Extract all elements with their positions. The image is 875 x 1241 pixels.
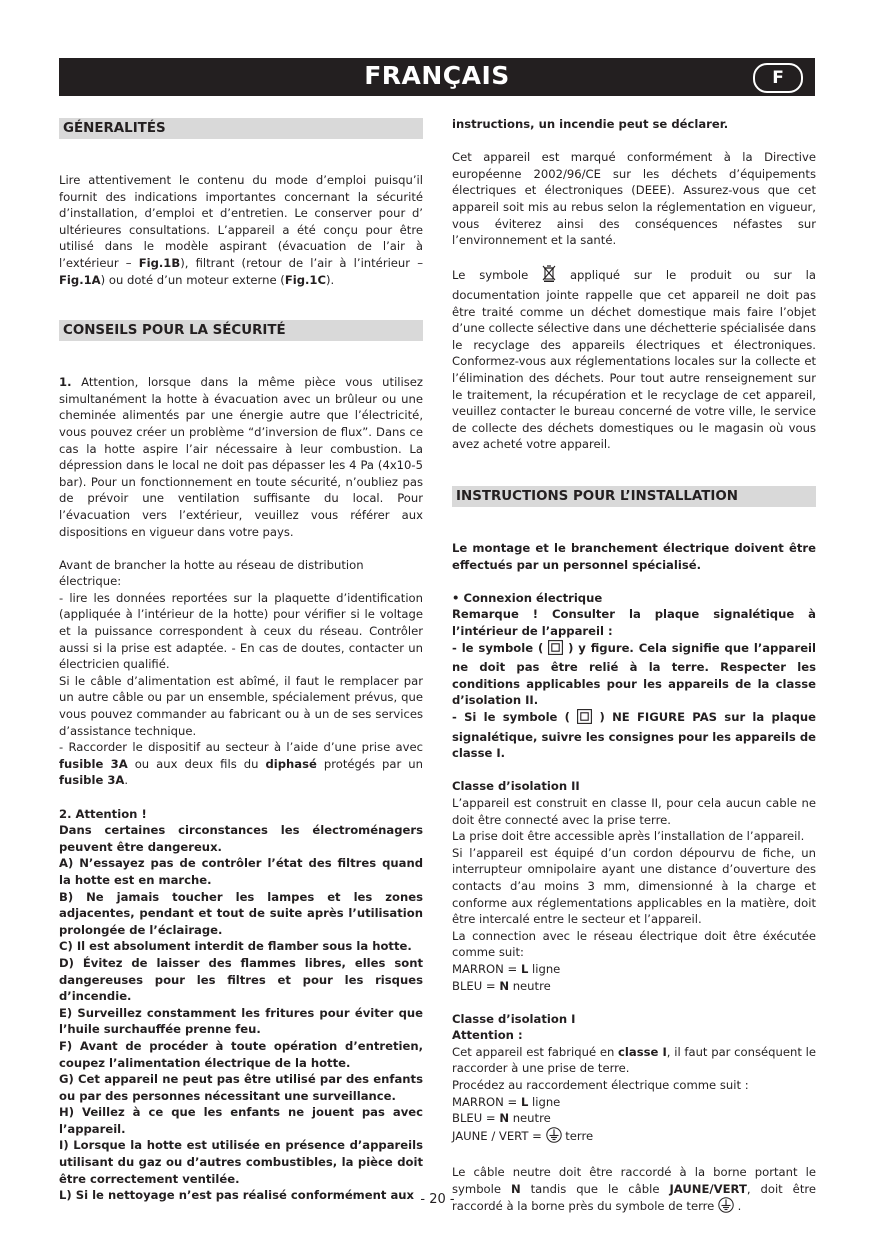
deee-paragraph: Cet appareil est marqué conformément à la Directive européenne 2002/96/CE sur les déchets d’équipements électriques et électroniques (DEEE). Assurez-vous que cet appareil soit mis au rebus selon la réglementation en vigueur, vous éviterez ainsi des conséquences néfastes sur l’environnement et la santé. [452,150,816,248]
text: fusible 3A [59,773,125,788]
class2-title: Classe d’isolation II [452,779,580,794]
text: Cet appareil est fabriqué en [452,1044,619,1059]
heading-generalites: GÉNERALITÉS [59,118,423,139]
page-title: FRANÇAIS [364,61,510,90]
text: appliqué sur le produit ou sur la documentation jointe rappelle que cet appareil ne doit pas être traité comme un déchet domestique mais faire l’objet d’une collecte sélective dans une déchetterie spécialisée dans le recyclage des appareils électriques et électroniques. Conformez-vous aux réglementations locales sur la collecte et l’élimination des déchets. Pour tout autre renseignement sur le traitement, la récupération et le recyclage de cet appareil, veuillez contacter le bureau concerné de votre ville, le service de collecte des déchets domestiques ou le magasin où vous avez acheté votre appareil. [452,268,816,452]
class1-jaune [452,1127,816,1148]
safety-paragraph-3: - lire les données reportées sur la plaquette d’identification (appliquée à l’intérieur de la hotte) pour vérifier si le voltage et la puissance correspondent à ceux du réseau. Contrôler aussi si la prise est adaptée. - En cas de doutes, contacter un électricien qualifié. [59,590,423,672]
text: - Raccorder le dispositif au secteur à l’aide d’une prise avec [59,740,423,755]
text: classe I [618,1044,667,1059]
class2-bleu [452,978,816,995]
warning-c: C) Il est absolument interdit de flamber sous la hotte. [59,939,412,954]
text: MARRON = [452,1094,521,1109]
warning-i: I) Lorsque la hotte est utilisée en présence d’appareils utilisant du gaz ou d’autres combustibles, la pièce doit être correctement ventilée. [59,1138,423,1186]
text: . [734,1199,742,1214]
fig-ref: Fig.1A [59,272,101,287]
language-banner [59,58,815,96]
text: , doit être raccordé à la borne près du symbole de terre [452,1181,817,1214]
class2-p1: L’appareil est construit en classe II, pour cela aucun cable ne doit être connecté avec la prise terre. [452,795,816,827]
class1-p2: Procédez au raccordement électrique comme suit : [452,1078,749,1093]
text: N [510,1181,521,1196]
text: neutre [509,978,551,993]
warning-title: 2. Attention ! [59,806,147,821]
text: ligne [528,1094,561,1109]
warning-g: G) Cet appareil ne peut pas être utilisé par des enfants ou par des personnes nécessitant une surveillance. [59,1072,423,1103]
warning-d: D) Évitez de laisser des flammes libres, elles sont dangereuses pour les filtres et pour les risques d’incendie. [59,955,423,1004]
heading-installation: INSTRUCTIONS POUR L’INSTALLATION [452,486,816,507]
left-column [59,118,423,1204]
warning-f: F) Avant de procéder à toute opération d’entretien, coupez l’alimentation électrique de la hotte. [59,1038,423,1070]
safety-paragraph-4: Si le câble d’alimentation est abîmé, il faut le remplacer par un autre câble ou par un ensemble, spécialement prévus, que vous pouvez commander au fabricant ou à un de ses services d’assistance technique. [59,673,423,738]
text: fusible 3A [59,756,128,771]
symbol-class2-present [452,640,816,709]
text: Le symbole [452,268,543,283]
class2-p2: La prise doit être accessible après l’installation de l’appareil. [452,829,805,844]
text: ) y figure. Cela signifie que l’appareil ne doit pas être relié à la terre. Respecter les conditions applicables pour les appareils de la classe d’isolation II. [452,640,817,708]
class1-bleu [452,1110,816,1127]
warning-b: B) Ne jamais toucher les lampes et les zones adjacentes, pendant et tout de suite après l’utilisation prolongée de l’éclairage. [59,889,423,937]
text: Attention, lorsque dans la même pièce vous utilisez simultanément la hotte à évacuation avec un brûleur ou une cheminée alimentés par une énergie autre que l’électricité, vous pouvez créer un problème “d’inversion de flux”. Dans ce cas la hotte aspire l’air nécessaire à leur combustion. La dépression dans le local ne doit pas dépasser les 4 Pa (4x10-5 bar). Pour un fonctionnement en toute sécurité, n’oubliez pas de prévoir une ventilation suffisante du local. Pour l’évacuation vers l’extérieur, veuillez vous référer aux dispositions en vigueur dans votre pays. [59,375,423,539]
text: - Si le symbole ( [452,710,578,724]
text: neutre [509,1111,551,1126]
text: JAUNE/VERT [669,1181,747,1196]
text: ), filtrant (retour de l’air à l’intérieur – [180,255,423,270]
text: Le câble neutre doit être raccordé à la borne portant le symbole [452,1165,816,1196]
text: tandis que le câble [520,1181,670,1196]
warning-a: A) N’essayez pas de contrôler l’état des filtres quand la hotte est en marche. [59,856,423,887]
crossed-bin-icon [542,265,556,287]
safety-paragraph-5 [59,739,423,789]
text: , il faut par conséquent le raccorder à une prise de terre. [452,1044,816,1076]
text: Lire attentivement le contenu du mode d’emploi puisqu’il fournit des indications importantes concernant la sécurité d’installation, d’emploi et d’entretien. Le conserver pour d’ ultérieures consultations. L’appareil a été conçu pour être utilisé dans le modèle aspirant (évacuation de l’air à l’extérieur – [59,173,423,270]
text: BLEU = [452,978,500,993]
class1-marron [452,1094,816,1111]
text: - le symbole ( [452,640,549,655]
text: N [499,978,510,993]
class1-title: Classe d’isolation I [452,1011,576,1026]
fig-ref: Fig.1C [284,272,326,287]
double-insulation-icon [577,709,592,729]
class1-p1 [452,1044,816,1077]
text: . [124,773,129,788]
earth-ground-icon [546,1127,562,1148]
language-badge: F [753,63,803,93]
safety-paragraph-2: Avant de brancher la hotte au réseau de distribution électrique: [59,557,364,589]
right-column [452,116,816,1218]
item-number: 1. [59,375,72,390]
text: ). [326,272,335,287]
heading-securite: CONSEILS POUR LA SÉCURITÉ [59,320,423,341]
symbol-paragraph [452,265,816,453]
double-insulation-icon [548,640,563,660]
general-paragraph [59,172,423,288]
remark: Remarque ! Consulter la plaque signalétique à l’intérieur de l’appareil : [452,607,816,639]
class2-p3: Si l’appareil est équipé d’un cordon dépourvu de fiche, un interrupteur omnipolaire ayant une distance d’ouverture des contacts d’au moins 3 mm, dimensionné à la charge et conforme aux réglementations applicables en la matière, doit être intercalé entre le secteur et l’appareil. [452,845,816,927]
text: ou aux deux fils du [127,756,266,771]
text: ) NE FIGURE PAS sur la plaque signalétique, suivre les consignes pour les appareils de classe I. [452,710,817,761]
page-number: - 20 - [420,1192,455,1207]
connection-title: • Connexion électrique [452,590,603,605]
symbol-class2-absent [452,709,816,762]
text: MARRON = [452,961,521,976]
class1-attention: Attention : [452,1028,523,1043]
class2-p4: La connection avec le réseau électrique doit être éxécutée comme suit: [452,928,816,960]
text: protégés par un [316,756,423,771]
text: N [499,1111,510,1126]
text: terre [561,1128,594,1143]
warning-h: H) Veillez à ce que les enfants ne jouent pas avec l’appareil. [59,1105,423,1136]
final-paragraph [452,1164,816,1218]
warning-l: L) Si le nettoyage n’est pas réalisé conformément aux [59,1188,415,1203]
text: JAUNE / VERT = [452,1128,546,1143]
install-intro: Le montage et le branchement électrique doivent être effectués par un personnel spécialisé. [452,541,816,572]
text: BLEU = [452,1111,500,1126]
warning-e: E) Surveillez constamment les fritures pour éviter que l’huile surchauffée prenne feu. [59,1005,423,1037]
class2-marron [452,961,816,978]
text: L [520,1094,529,1109]
fig-ref: Fig.1B [138,255,181,270]
text: diphasé [265,756,317,771]
warning-intro: Dans certaines circonstances les électroménagers peuvent être dangereux. [59,823,423,854]
text: ligne [528,961,561,976]
text: L [520,961,529,976]
continued-warning: instructions, un incendie peut se déclarer. [452,117,729,131]
text: ) ou doté d’un moteur externe ( [100,272,285,287]
safety-paragraph-1 [59,374,423,540]
